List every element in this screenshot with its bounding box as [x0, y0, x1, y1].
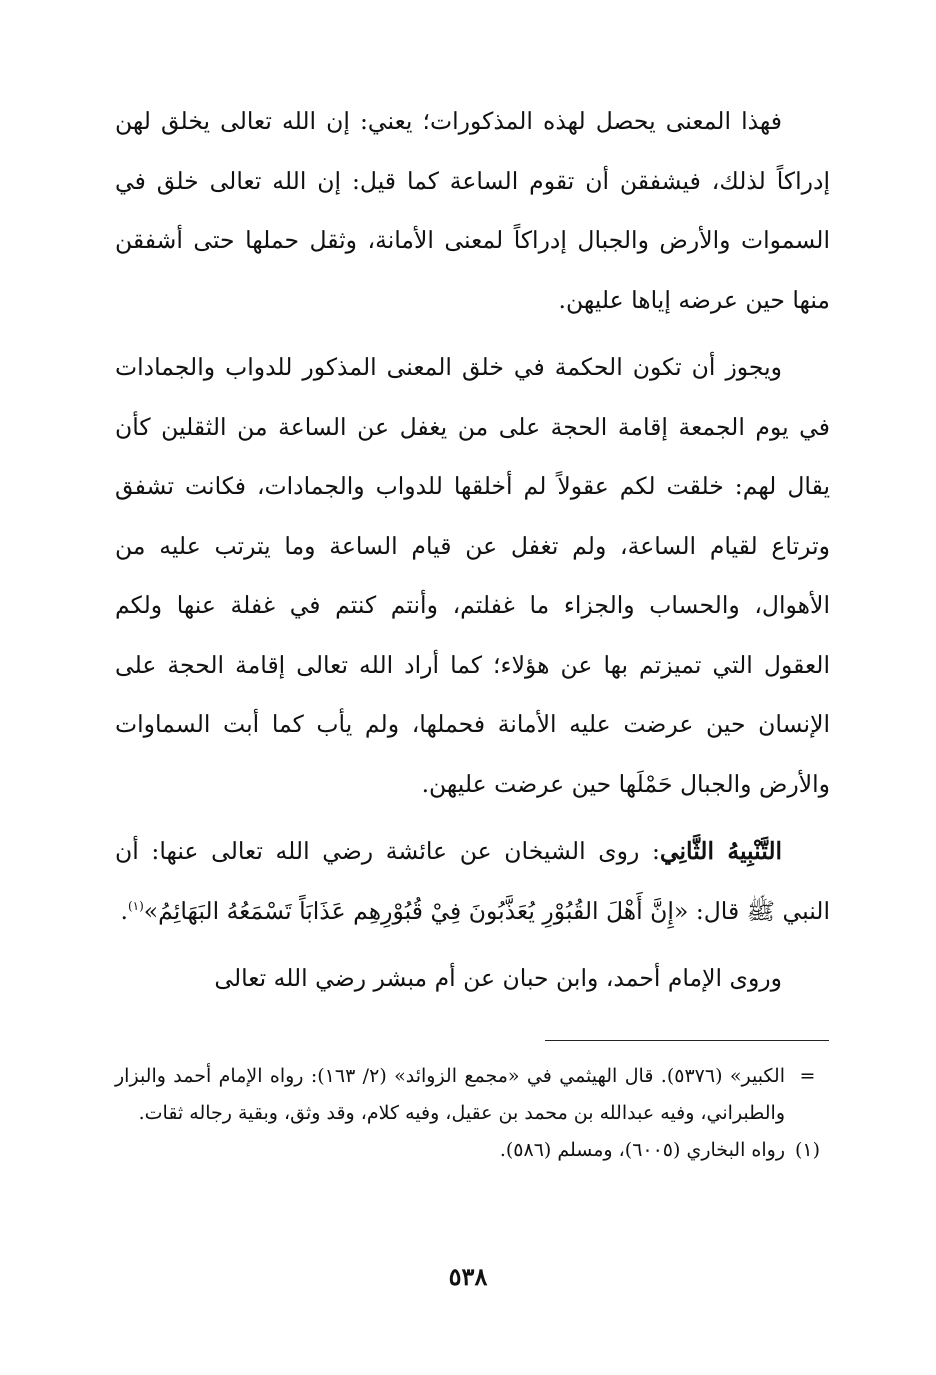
footnote-item: [115, 1132, 830, 1169]
second-note-text: : روى الشيخان عن عائشة رضي الله تعالى عنها: أن النبي ﷺ قال: «إِنَّ أَهْلَ القُبُوْرِ يُعَذَّبُونَ فِيْ قُبُوْرِهِم عَذَابَاً تَسْمَعُهُ البَهَائِمُ»: [115, 837, 830, 925]
page-number: ٥٣٨: [448, 1262, 488, 1291]
footnote-item: [115, 1058, 830, 1132]
footnotes: [115, 1058, 830, 1169]
footnote-reference: (١): [127, 898, 144, 913]
paragraph-1: فهذا المعنى يحصل لهذه المذكورات؛ يعني: إن الله تعالى يخلق لهن إدراكاً لذلك، فيشفقن أن تقوم الساعة كما قيل: إن الله تعالى خلق في السموات والأرض والجبال إدراكاً لمعنى الأمانة، وثقل حملها حتى أشفقن منها حين عرضه إياها عليهن.: [115, 107, 830, 314]
main-text: [115, 92, 830, 1017]
footnote-text: الكبير» (٥٣٧٦). قال الهيثمي في «مجمع الزوائد» (٢/ ١٦٣): رواه الإمام أحمد والبزار والطبراني، وفيه عبدالله بن محمد بن عقيل، وفيه كلام، وقد وثق، وبقية رجاله ثقات.: [115, 1065, 785, 1124]
second-note-end: .: [120, 896, 128, 925]
second-note-heading: التَّنْبِيهُ الثَّانِي: [659, 837, 783, 865]
footnote-marker: =: [799, 1065, 816, 1087]
footnote-text: رواه البخاري (٦٠٠٥)، ومسلم (٥٨٦).: [499, 1139, 785, 1161]
paragraph-last: وروى الإمام أحمد، وابن حبان عن أم مبشر رضي الله تعالى: [214, 964, 782, 992]
second-note-paragraph: [115, 822, 830, 941]
footnote-marker: (١): [794, 1139, 821, 1161]
paragraph-2: ويجوز أن تكون الحكمة في خلق المعنى المذكور للدواب والجمادات في يوم الجمعة إقامة الحجة على من يغفل عن الساعة من الثقلين كأن يقال لهم: خلقت لكم عقولاً لم أخلقها للدواب والجمادات، فكانت تشفق وترتاع لقيام الساعة، ولم تغفل عن قيام الساعة وما يترتب عليه من الأهوال، والحساب والجزاء ما غفلتم، وأنتم كنتم في غفلة عنها ولكم العقول التي تميزتم بها عن هؤلاء؛ كما أراد الله تعالى إقامة الحجة على الإنسان حين عرضت عليه الأمانة فحملها، ولم يأب كما أبت السماوات والأرض والجبال حَمْلَها حين عرضت عليهن.: [115, 353, 830, 798]
footnote-separator: [545, 1040, 829, 1041]
